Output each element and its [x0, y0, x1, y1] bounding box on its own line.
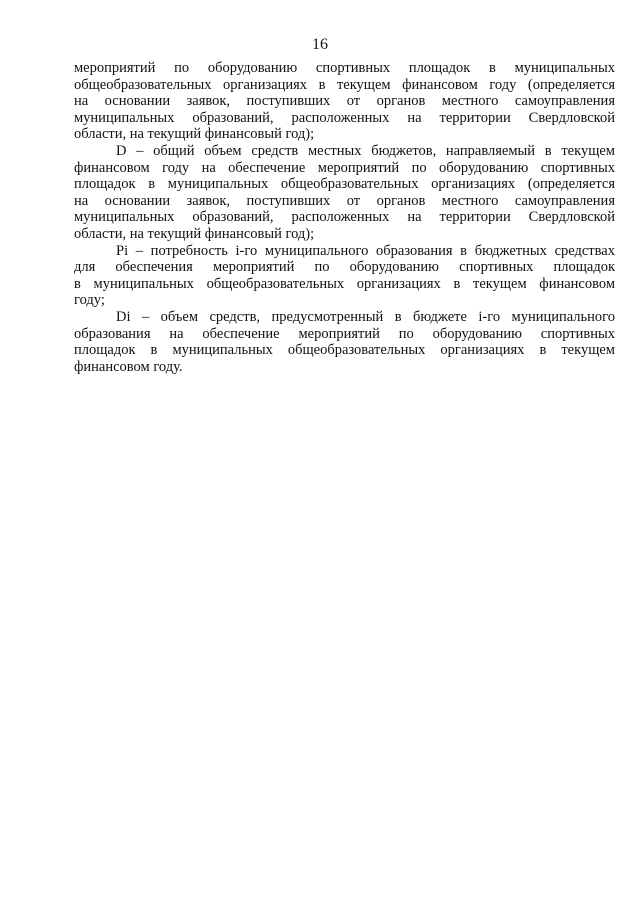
text-line: для обеспечения мероприятий по оборудованию спортивных площадок [74, 259, 615, 276]
page-number: 16 [312, 36, 328, 53]
text-line: финансовом году. [74, 358, 183, 375]
text-line: муниципальных образований, расположенных на территории Свердловской [74, 209, 615, 226]
text-line: в муниципальных общеобразовательных организациях в текущем финансовом [74, 275, 615, 292]
text-line: муниципальных образований, расположенных на территории Свердловской [74, 109, 615, 126]
text-line: площадок в муниципальных общеобразовательных организациях (определяется [74, 176, 615, 193]
text-line: области, на текущий финансовый год); [74, 225, 315, 242]
text-line: Di – объем средств, предусмотренный в бюджете i-го муниципального [116, 308, 615, 325]
paragraph-d-definition [74, 143, 615, 243]
text-line: году; [74, 292, 105, 309]
paragraph-continuation [74, 60, 615, 143]
document-body [74, 60, 615, 375]
text-line: общеобразовательных организациях в текущем финансовом году (определяется [74, 76, 615, 93]
paragraph-pi-definition [74, 243, 615, 309]
text-line: образования на обеспечение мероприятий по оборудованию спортивных [74, 325, 615, 342]
text-line: Pi – потребность i-го муниципального образования в бюджетных средствах [116, 242, 615, 259]
text-line: мероприятий по оборудованию спортивных площадок в муниципальных [74, 60, 615, 76]
text-line: на основании заявок, поступивших от органов местного самоуправления [74, 93, 615, 110]
text-line: финансовом году на обеспечение мероприятий по оборудованию спортивных [74, 159, 615, 176]
text-line: на основании заявок, поступивших от органов местного самоуправления [74, 192, 615, 209]
text-line: D – общий объем средств местных бюджетов, направляемый в текущем [116, 142, 615, 159]
text-line: площадок в муниципальных общеобразовательных организациях в текущем [74, 342, 615, 359]
paragraph-di-definition [74, 309, 615, 375]
text-line: области, на текущий финансовый год); [74, 126, 315, 143]
